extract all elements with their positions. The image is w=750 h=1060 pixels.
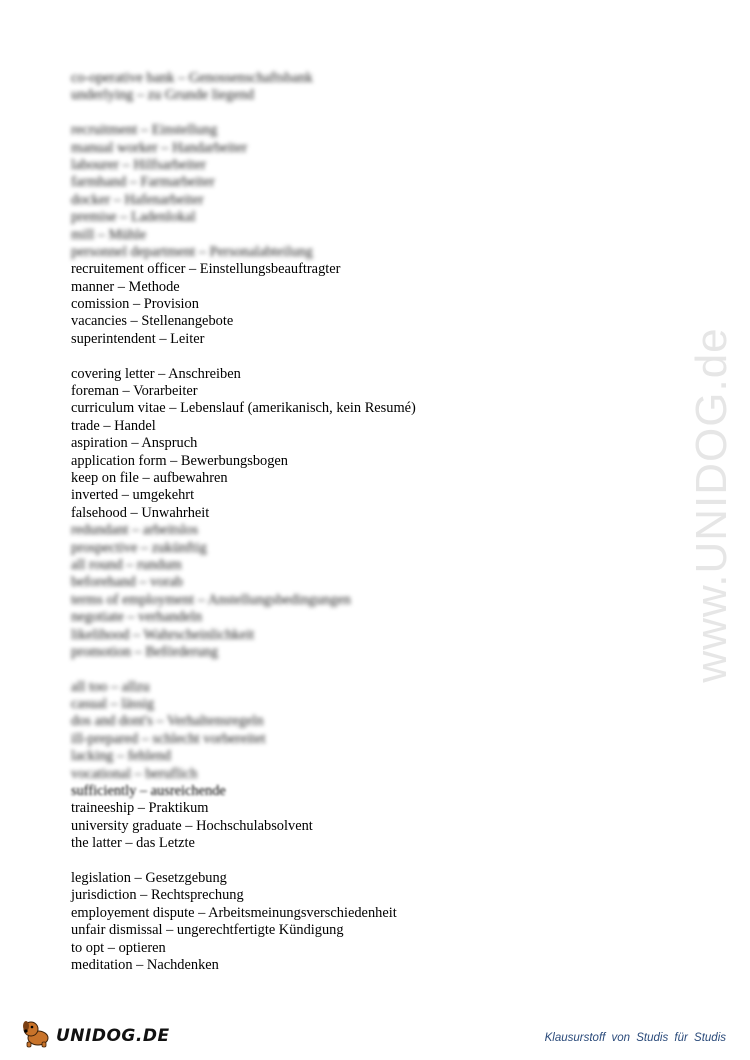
vocab-line: comission – Provision bbox=[71, 296, 199, 313]
vocab-line: premise – Ladenlokal bbox=[71, 209, 196, 226]
vocab-line: university graduate – Hochschulabsolvent bbox=[71, 817, 313, 834]
vocab-line: underlying – zu Grunde liegend bbox=[71, 87, 255, 104]
vocab-line: co-operative bank – Genossenschaftsbank bbox=[71, 70, 313, 86]
group-spacer bbox=[71, 348, 671, 365]
group-spacer bbox=[71, 105, 671, 122]
vocab-line: farmhand – Farmarbeiter bbox=[71, 174, 215, 191]
vocab-line: all round – rundum bbox=[71, 556, 182, 573]
vocab-line: labourer – Hilfsarbeiter bbox=[71, 156, 207, 173]
vocab-line: to opt – optieren bbox=[71, 939, 166, 956]
vocab-line: inverted – umgekehrt bbox=[71, 487, 195, 504]
vocab-line: ill-prepared – schlecht vorbereitet bbox=[71, 730, 266, 747]
vocab-line: curriculum vitae – Lebenslauf (amerikanisch, kein Resumé) bbox=[71, 400, 416, 417]
vocab-line: employement dispute – Arbeitsmeinungsverschiedenheit bbox=[71, 904, 397, 921]
vocab-line: foreman – Vorarbeiter bbox=[71, 383, 198, 400]
vocab-line: jurisdiction – Rechtsprechung bbox=[71, 887, 244, 904]
vocab-line: unfair dismissal – ungerechtfertigte Kündigung bbox=[71, 922, 344, 939]
vocab-line: negotiate – verhandeln bbox=[71, 609, 203, 626]
vocab-line: superintendent – Leiter bbox=[71, 330, 205, 347]
vocab-line: prospective – zukünftig bbox=[71, 539, 207, 556]
vocab-line: docker – Hafenarbeiter bbox=[71, 191, 204, 208]
vocab-line: sufficiently – ausreichende bbox=[71, 783, 226, 800]
vocab-line: terms of employment – Anstellungsbedingungen bbox=[71, 591, 351, 608]
dog-mascot-icon bbox=[22, 1018, 52, 1053]
vocab-line: beforehand – vorab bbox=[71, 574, 183, 591]
vocab-line: casual – lässig bbox=[71, 696, 155, 713]
vocab-line: personnel department – Personalabteilung bbox=[71, 243, 313, 260]
vocab-line: promotion – Beförderung bbox=[71, 643, 219, 660]
vocab-line: keep on file – aufbewahren bbox=[71, 469, 228, 486]
vocab-line: lacking – fehlend bbox=[71, 748, 171, 765]
vocab-line: vocational – beruflich bbox=[71, 765, 198, 782]
vocabulary-list bbox=[71, 70, 671, 974]
vocab-line: aspiration – Anspruch bbox=[71, 435, 198, 452]
vocab-line: manual worker – Handarbeiter bbox=[71, 139, 248, 156]
logo-text: UNIDOG.DE bbox=[56, 1025, 170, 1046]
group-spacer bbox=[71, 853, 671, 870]
watermark: www.UNIDOG.de bbox=[687, 327, 736, 683]
vocab-line: recruitment – Einstellung bbox=[71, 122, 218, 139]
vocab-line: all too – allzu bbox=[71, 678, 150, 695]
vocab-line: trade – Handel bbox=[71, 417, 156, 434]
vocab-line: falsehood – Unwahrheit bbox=[71, 504, 210, 521]
footer-tagline: Klausurstoff von Studis für Studis bbox=[544, 1032, 726, 1044]
footer-logo[interactable] bbox=[22, 1018, 170, 1053]
vocab-line: traineeship – Praktikum bbox=[71, 800, 209, 817]
vocab-line: application form – Bewerbungsbogen bbox=[71, 452, 289, 469]
vocab-line: vacancies – Stellenangebote bbox=[71, 313, 234, 330]
vocab-line: manner – Methode bbox=[71, 278, 180, 295]
vocab-line: covering letter – Anschreiben bbox=[71, 365, 241, 382]
vocab-line: mill – Mühle bbox=[71, 226, 147, 243]
vocab-line: recruitement officer – Einstellungsbeauftragter bbox=[71, 261, 341, 278]
vocab-line: dos and dont's – Verhaltensregeln bbox=[71, 713, 264, 730]
vocab-line: the latter – das Letzte bbox=[71, 835, 195, 852]
vocab-line: likelihood – Wahrscheinlichkeit bbox=[71, 626, 255, 643]
group-spacer bbox=[71, 661, 671, 678]
vocab-line: legislation – Gesetzgebung bbox=[71, 869, 227, 886]
vocab-line: redundant – arbeitslos bbox=[71, 522, 199, 539]
vocab-line: meditation – Nachdenken bbox=[71, 956, 219, 973]
